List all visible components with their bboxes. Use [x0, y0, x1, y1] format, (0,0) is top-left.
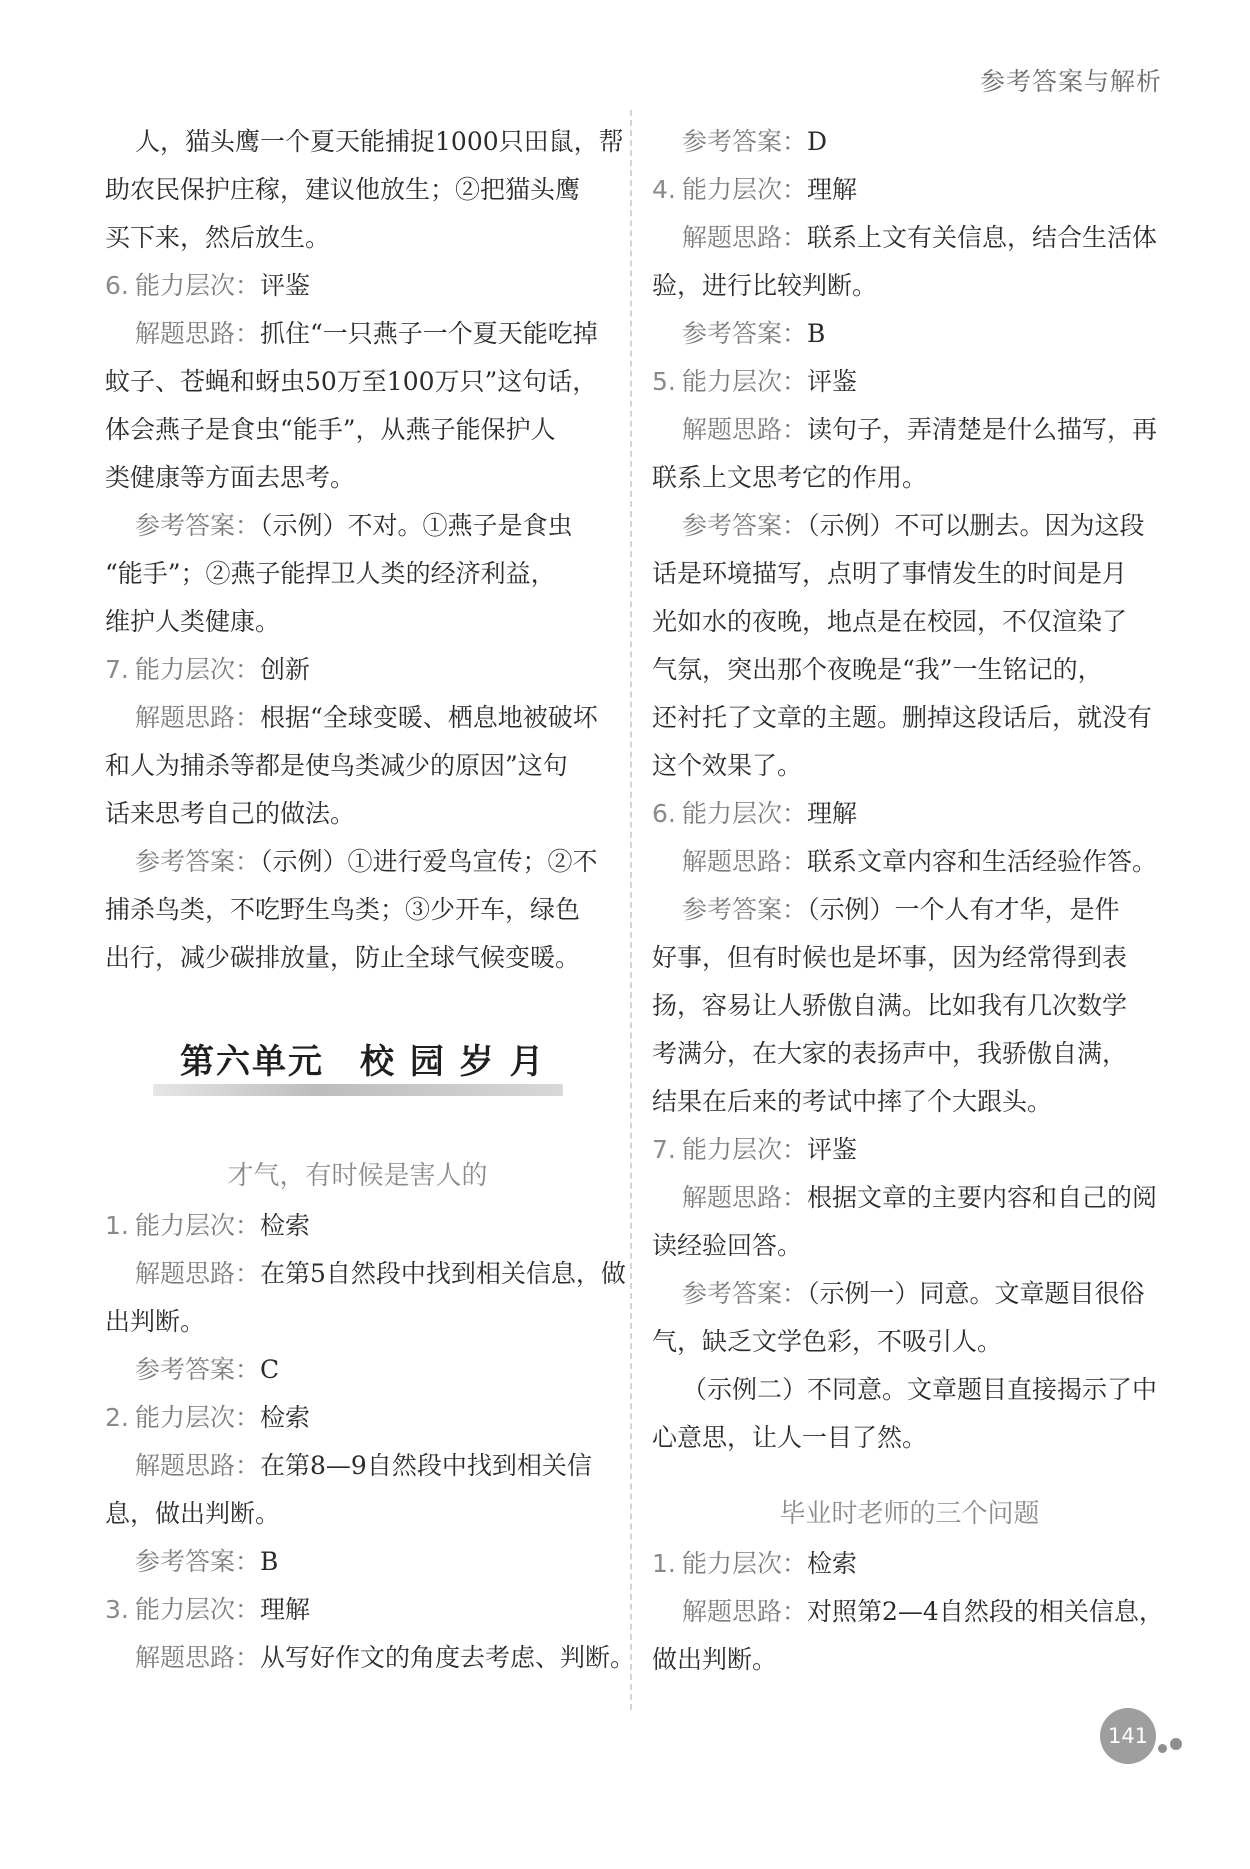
q3-answer [652, 118, 1167, 166]
left-column [105, 118, 636, 1682]
q3-level [105, 1586, 610, 1634]
answer-text: B [807, 319, 826, 348]
article-title: 才气，有时候是害人的 [227, 1161, 488, 1191]
q6-level [652, 790, 1167, 838]
answer-line: “能手”；②燕子能捍卫人类的经济利益， [105, 559, 556, 588]
answer-text: B [260, 1547, 279, 1576]
idea-text: 根据文章的主要内容和自己的阅 [807, 1183, 1158, 1212]
answer-text: （示例）一个人有才华，是件 [807, 895, 1120, 924]
level-label: 能力层次： [135, 1211, 261, 1240]
column-divider [630, 110, 632, 1710]
idea-label: 解题思路： [682, 1597, 808, 1626]
q6-idea [105, 310, 610, 358]
answer-label: 参考答案： [135, 1355, 261, 1384]
answer-label: 参考答案： [682, 319, 808, 348]
idea-line: 做出判断。 [652, 1645, 778, 1674]
level-value: 评鉴 [807, 367, 858, 396]
idea-label: 解题思路： [135, 1259, 261, 1288]
idea-label: 解题思路： [135, 1643, 261, 1672]
answer-label: 参考答案： [682, 127, 808, 156]
idea-text: 联系上文有关信息，结合生活体 [807, 223, 1158, 252]
decor-dot [1170, 1738, 1182, 1750]
intro-line: 买下来，然后放生。 [105, 223, 331, 252]
question-number: 7. [652, 1135, 676, 1164]
idea-label: 解题思路： [682, 847, 808, 876]
unit-title: 第六单元 校 园 岁 月 [180, 1042, 546, 1082]
level-value: 理解 [807, 799, 858, 828]
answer-text: （示例）不可以删去。因为这段 [807, 511, 1145, 540]
level-label: 能力层次： [682, 799, 808, 828]
level-value: 创新 [260, 655, 311, 684]
question-number: 6. [652, 799, 676, 828]
idea-line: 和人为捕杀等都是使鸟类减少的原因”这句 [105, 751, 568, 780]
level-value: 检索 [260, 1211, 311, 1240]
question-number: 4. [652, 175, 676, 204]
question-number: 5. [652, 367, 676, 396]
idea-line: 体会燕子是食虫“能手”，从燕子能保护人 [105, 415, 556, 444]
q4-idea [652, 214, 1167, 262]
intro-line: 助农民保护庄稼，建议他放生；②把猫头鹰 [105, 175, 581, 204]
q7-answer [105, 838, 610, 886]
article-title: 毕业时老师的三个问题 [779, 1499, 1040, 1529]
idea-label: 解题思路： [135, 319, 261, 348]
answer-line: 这个效果了。 [652, 751, 803, 780]
answer-line: 光如水的夜晚，地点是在校园，不仅渲染了 [652, 607, 1128, 636]
answer-label: 参考答案： [682, 1279, 808, 1308]
answer-line: 气，缺乏文学色彩，不吸引人。 [652, 1327, 1003, 1356]
right-column [652, 118, 1167, 1684]
q2-idea [105, 1442, 610, 1490]
q7-idea [652, 1174, 1167, 1222]
level-label: 能力层次： [135, 1595, 261, 1624]
level-label: 能力层次： [682, 367, 808, 396]
idea-line: 联系上文思考它的作用。 [652, 463, 928, 492]
answer-label: 参考答案： [135, 847, 261, 876]
question-number: 6. [105, 271, 129, 300]
level-value: 评鉴 [807, 1135, 858, 1164]
level-label: 能力层次： [135, 271, 261, 300]
idea-text: 对照第2—4自然段的相关信息， [807, 1597, 1164, 1626]
q6-idea [652, 838, 1167, 886]
question-number: 1. [105, 1211, 129, 1240]
question-number: 3. [105, 1595, 129, 1624]
idea-text: 在第5自然段中找到相关信息，做 [260, 1259, 626, 1288]
idea-text: 从写好作文的角度去考虑、判断。 [260, 1643, 636, 1672]
q2-answer [105, 1538, 610, 1586]
idea-text: 根据“全球变暖、栖息地被破坏 [260, 703, 598, 732]
q6-level [105, 262, 610, 310]
idea-label: 解题思路： [135, 703, 261, 732]
running-header: 参考答案与解析 [979, 67, 1162, 96]
answer-label: 参考答案： [682, 511, 808, 540]
q1-answer [105, 1346, 610, 1394]
level-label: 能力层次： [135, 655, 261, 684]
answer-line: 还衬托了文章的主题。删掉这段话后，就没有 [652, 703, 1153, 732]
q5-answer [652, 502, 1167, 550]
answer-line: 出行，减少碳排放量，防止全球气候变暖。 [105, 943, 581, 972]
q7-level [105, 646, 610, 694]
idea-label: 解题思路： [135, 1451, 261, 1480]
intro-line: 人，猫头鹰一个夏天能捕捉1000只田鼠，帮 [135, 127, 624, 156]
q6-answer [105, 502, 610, 550]
answer-line: 结果在后来的考试中摔了个大跟头。 [652, 1087, 1053, 1116]
idea-text: 在第8—9自然段中找到相关信 [260, 1451, 592, 1480]
q6-answer [652, 886, 1167, 934]
idea-line: 蚊子、苍蝇和蚜虫50万至100万只”这句话， [105, 367, 598, 396]
q2-level [105, 1394, 610, 1442]
q5-idea [652, 406, 1167, 454]
answer-line: 考满分，在大家的表扬声中，我骄傲自满， [652, 1039, 1128, 1068]
answer-text: （示例一）同意。文章题目很俗 [807, 1279, 1145, 1308]
idea-line: 话来思考自己的做法。 [105, 799, 356, 828]
q1-idea [105, 1250, 626, 1298]
q1-level [105, 1202, 610, 1250]
q7-idea [105, 694, 610, 742]
answer-line: （示例二）不同意。文章题目直接揭示了中 [682, 1375, 1158, 1404]
answer-line: 好事，但有时候也是坏事，因为经常得到表 [652, 943, 1128, 972]
question-number: 1. [652, 1549, 676, 1578]
answer-line: 心意思，让人一目了然。 [652, 1423, 928, 1452]
idea-text: 联系文章内容和生活经验作答。 [807, 847, 1158, 876]
idea-line: 出判断。 [105, 1307, 206, 1336]
q1-idea [652, 1588, 1167, 1636]
q1-level [652, 1540, 1167, 1588]
q4-level [652, 166, 1167, 214]
answer-label: 参考答案： [135, 1547, 261, 1576]
idea-line: 息，做出判断。 [105, 1499, 281, 1528]
idea-line: 类健康等方面去思考。 [105, 463, 356, 492]
idea-label: 解题思路： [682, 1183, 808, 1212]
page-number-badge: 141 [1100, 1708, 1156, 1764]
idea-label: 解题思路： [682, 415, 808, 444]
q4-answer [652, 310, 1167, 358]
level-label: 能力层次： [682, 1135, 808, 1164]
idea-label: 解题思路： [682, 223, 808, 252]
level-label: 能力层次： [682, 175, 808, 204]
answer-line: 维护人类健康。 [105, 607, 281, 636]
level-value: 检索 [260, 1403, 311, 1432]
answer-text: （示例）不对。①燕子是食虫 [260, 511, 573, 540]
level-label: 能力层次： [682, 1549, 808, 1578]
decor-dot [1158, 1744, 1167, 1753]
answer-text: C [260, 1355, 280, 1384]
answer-line: 话是环境描写，点明了事情发生的时间是月 [652, 559, 1128, 588]
answer-label: 参考答案： [682, 895, 808, 924]
question-number: 7. [105, 655, 129, 684]
level-value: 理解 [260, 1595, 311, 1624]
q7-answer [652, 1270, 1167, 1318]
answer-line: 扬，容易让人骄傲自满。比如我有几次数学 [652, 991, 1128, 1020]
idea-text: 读句子，弄清楚是什么描写，再 [807, 415, 1158, 444]
level-value: 评鉴 [260, 271, 311, 300]
q5-level [652, 358, 1167, 406]
heading-underline [153, 1084, 563, 1096]
answer-label: 参考答案： [135, 511, 261, 540]
answer-line: 捕杀鸟类，不吃野生鸟类；③少开车，绿色 [105, 895, 581, 924]
idea-line: 读经验回答。 [652, 1231, 803, 1260]
question-number: 2. [105, 1403, 129, 1432]
q7-level [652, 1126, 1167, 1174]
answer-text: D [807, 127, 828, 156]
idea-text: 抓住“一只燕子一个夏天能吃掉 [260, 319, 598, 348]
q3-idea [105, 1634, 636, 1682]
idea-line: 验，进行比较判断。 [652, 271, 878, 300]
answer-text: （示例）①进行爱鸟宣传；②不 [260, 847, 598, 876]
level-value: 检索 [807, 1549, 858, 1578]
answer-line: 气氛，突出那个夜晚是“我”一生铭记的， [652, 655, 1103, 684]
level-value: 理解 [807, 175, 858, 204]
level-label: 能力层次： [135, 1403, 261, 1432]
unit-heading [105, 1024, 610, 1114]
